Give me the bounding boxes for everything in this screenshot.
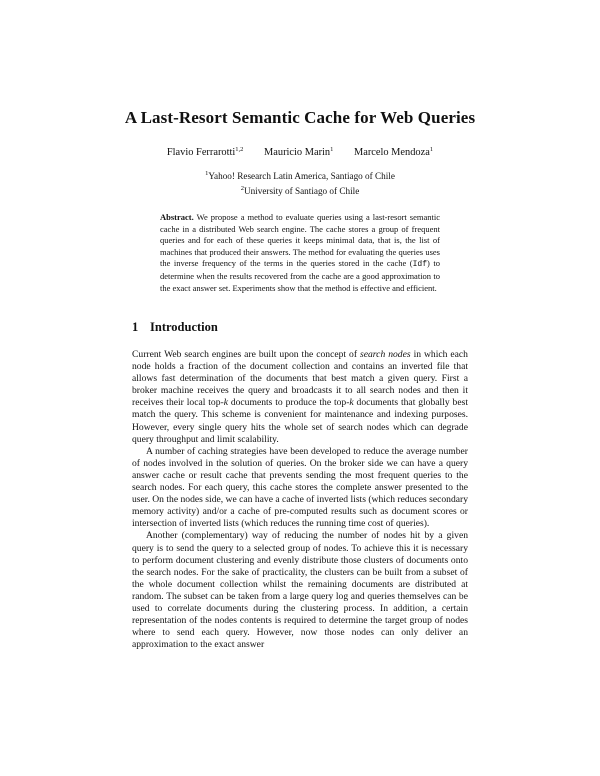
author-affiliation-mark: 1,2 — [235, 146, 244, 153]
paragraph-text: documents that globally best match the query. This scheme is convenient for maintenance and indexing purposes. However, every single query hits the whole set of search nodes which can degrade query throughput and limit scalability. — [132, 397, 468, 445]
math-variable: k — [349, 397, 354, 409]
author — [264, 146, 333, 158]
author — [167, 146, 244, 158]
author-name: Flavio Ferrarotti — [166, 147, 236, 158]
affiliation-text: University of Santiago of Chile — [243, 185, 360, 196]
affiliation-mark: 1 — [205, 170, 209, 177]
affiliation-mark: 2 — [240, 184, 244, 192]
math-variable: k — [223, 397, 228, 409]
paragraph-text: Current Web search engines are built upon the concept of — [132, 349, 361, 360]
section-body — [132, 349, 468, 651]
author-name: Mauricio Marin — [264, 147, 331, 158]
paragraph-text: documents to produce the top- — [227, 397, 350, 409]
paragraph: Another (complementary) way of reducing the number of nodes hit by a given query is to send the query to a selected group of nodes. To achieve this it is necessary to perform document clustering and evenly distribute those clusters of documents onto the search nodes. For the sake of practicality, the clusters can be built from a subset of the whole document collection whilst the remaining documents are distributed at random. The subset can be taken from a large query log and queries themselves can be used to correlate documents during the clustering process. In addition, a certain representation of the nodes contents is required to determine the target group of nodes where to send each query. However, now those nodes can only deliver an approximation to the exact answer — [132, 530, 468, 651]
author-list — [0, 146, 600, 158]
affiliation — [0, 168, 600, 183]
emphasis-term: search nodes — [360, 349, 411, 360]
section-title: Introduction — [150, 320, 218, 334]
abstract — [160, 212, 440, 294]
affiliation-text: Yahoo! Research Latin America, Santiago of Chile — [208, 171, 395, 181]
abstract-code-term: Idf — [412, 260, 428, 270]
author-affiliation-mark: 1 — [429, 146, 434, 153]
affiliation — [0, 183, 600, 198]
paragraph: A number of caching strategies have been developed to reduce the average number of nodes involved in the solution of queries. On the broker side we can have a query answer cache or result cache that prevents sending the most frequent queries to the search nodes. For each query, this cache stores the complete answer presented to the user. On the nodes side, we can have a cache of inverted lists (which reduces secondary memory activity) and/or a cache of pre-computed results such as document scores or intersection of inverted lists (which reduces the running time cost of queries). — [132, 445, 468, 530]
abstract-label: Abstract. — [160, 212, 194, 222]
paragraph — [132, 349, 468, 446]
abstract-text: We propose a method to evaluate queries using a last-resort semantic cache in a distributed Web search engine. The cache stores a group of frequent queries and for each of these queries it keeps minimal data, that is, the list of machines that produced their answers. The method for evaluating the queries uses the inverse frequency of the terms in the queries stored in the cache ( — [160, 212, 440, 269]
author — [354, 146, 433, 158]
paragraph-text: in which each node holds a fraction of the document collection and contains an inverted file that allows fast determination of the documents that best match a given query. First a broker machine receives the query and broadcasts it to all search nodes and then it receives their local top- — [132, 349, 468, 409]
author-affiliation-mark: 1 — [330, 146, 334, 153]
section-number: 1 — [132, 320, 139, 334]
section-heading — [132, 320, 218, 335]
author-name: Marcelo Mendoza — [353, 147, 430, 158]
affiliation-list — [0, 168, 600, 197]
paper-title: A Last-Resort Semantic Cache for Web Queries — [124, 108, 476, 127]
abstract-text: ) to determine when the results recovered from the cache are a good approximation to the exact answer set. Experiments show that the method is effective and efficient. — [160, 258, 440, 293]
